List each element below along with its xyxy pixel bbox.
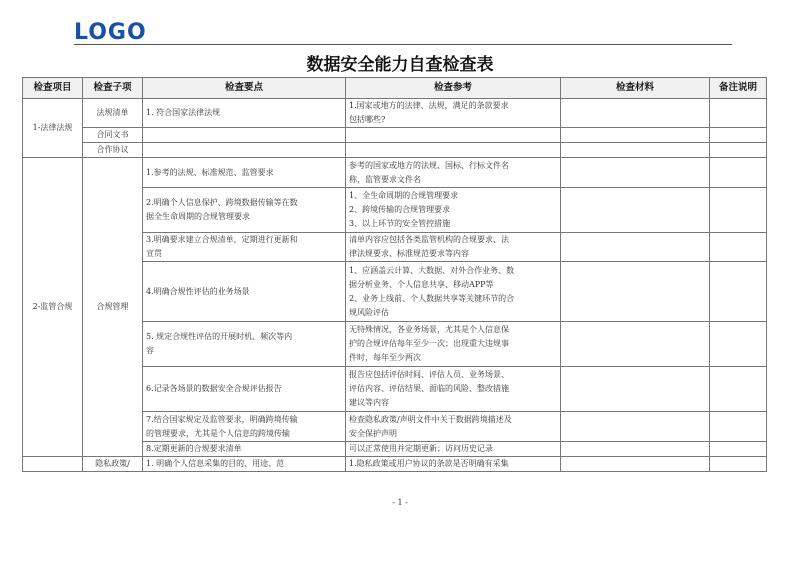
header-sub-item: 检查子项 — [83, 78, 143, 99]
header-rule — [74, 44, 732, 45]
material-cell[interactable] — [561, 143, 710, 158]
material-cell[interactable] — [561, 158, 710, 188]
note-cell[interactable] — [710, 322, 767, 367]
note-cell[interactable] — [710, 99, 767, 128]
category-cell — [23, 457, 83, 472]
table-row — [23, 158, 767, 188]
header-note: 备注说明 — [710, 78, 767, 99]
point-cell: 8.定期更新的合规要求清单 — [143, 442, 346, 457]
table-row — [23, 457, 767, 472]
checklist-table — [22, 77, 767, 472]
point-cell: 6.记录各场景的数据安全合规评估报告 — [143, 367, 346, 412]
note-cell[interactable] — [710, 367, 767, 412]
reference-cell: 1.国家或地方的法律、法规，满足的条款要求 包括哪些? — [346, 99, 561, 128]
sub-item-cell: 合同文书 — [83, 128, 143, 143]
point-cell — [143, 143, 346, 158]
note-cell[interactable] — [710, 442, 767, 457]
reference-cell: 报告应包括评估时间、评估人员、业务场景、 评估内容、评估结果、面临的风险、整改措施 建议等内容 — [346, 367, 561, 412]
material-cell[interactable] — [561, 412, 710, 442]
reference-cell — [346, 143, 561, 158]
category-legal: 1-法律法规 — [23, 99, 83, 158]
note-cell[interactable] — [710, 262, 767, 322]
material-cell[interactable] — [561, 262, 710, 322]
header-reference: 检查参考 — [346, 78, 561, 99]
header-material: 检查材料 — [561, 78, 710, 99]
reference-cell: 检查隐私政策/声明文件中关于数据跨境描述及 安全保护声明 — [346, 412, 561, 442]
category-regulatory: 2-监管合规 — [23, 158, 83, 457]
point-cell: 3.明确要求建立合规清单，定期进行更新和 宣贯 — [143, 233, 346, 262]
reference-cell: 1.隐私政策或用户协议的条款是否明确有采集 — [346, 457, 561, 472]
page-title: 数据安全能力自查检查表 — [306, 55, 494, 75]
note-cell[interactable] — [710, 412, 767, 442]
reference-cell: 无特殊情况，各业务场景，尤其是个人信息保 护的合规评估每年至少一次；出现重大违规事 件时，每年至少两次 — [346, 322, 561, 367]
point-cell: 5. 规定合规性评估的开展时机、频次等内 容 — [143, 322, 346, 367]
logo: LOGO — [74, 20, 147, 45]
reference-cell: 参考的国家或地方的法规、国标、行标文件名 称，监管要求文件名 — [346, 158, 561, 188]
note-cell[interactable] — [710, 457, 767, 472]
sub-item-cell: 法规清单 — [83, 99, 143, 128]
point-cell: 1. 明确个人信息采集的目的、用途、范 — [143, 457, 346, 472]
table-row — [23, 99, 767, 128]
note-cell[interactable] — [710, 143, 767, 158]
note-cell[interactable] — [710, 128, 767, 143]
table-header-row — [23, 78, 767, 99]
point-cell: 7.结合国家规定及监管要求，明确跨境传输 的管理要求，尤其是个人信息的跨境传输 — [143, 412, 346, 442]
material-cell[interactable] — [561, 457, 710, 472]
sub-item-cell: 合作协议 — [83, 143, 143, 158]
header-point: 检查要点 — [143, 78, 346, 99]
reference-cell — [346, 128, 561, 143]
reference-cell: 1、全生命周期的合规管理要求 2、跨境传输的合规管理要求 3、以上环节的安全管控措施 — [346, 188, 561, 233]
material-cell[interactable] — [561, 233, 710, 262]
table-row — [23, 128, 767, 143]
point-cell: 1. 符合国家法律法规 — [143, 99, 346, 128]
point-cell: 1.参考的法规、标准规范、监管要求 — [143, 158, 346, 188]
material-cell[interactable] — [561, 99, 710, 128]
point-cell: 4.明确合规性评估的业务场景 — [143, 262, 346, 322]
material-cell[interactable] — [561, 442, 710, 457]
material-cell[interactable] — [561, 322, 710, 367]
material-cell[interactable] — [561, 128, 710, 143]
reference-cell: 可以正常使用并定期更新；访问历史记录 — [346, 442, 561, 457]
note-cell[interactable] — [710, 158, 767, 188]
page-number: - 1 - — [392, 498, 408, 507]
point-cell — [143, 128, 346, 143]
table-row — [23, 143, 767, 158]
reference-cell: 1、应涵盖云计算、大数据、对外合作业务、数 据分析业务、个人信息共享、移动APP等 2、业务上线前、个人数据共享等关键环节的合 规风险评估 — [346, 262, 561, 322]
reference-cell: 清单内容应包括各类监管机构的合规要求、法 律法规要求、标准规范要求等内容 — [346, 233, 561, 262]
sub-item-cell: 合规管理 — [83, 158, 143, 457]
material-cell[interactable] — [561, 188, 710, 233]
note-cell[interactable] — [710, 188, 767, 233]
material-cell[interactable] — [561, 367, 710, 412]
sub-item-cell: 隐私政策/ — [83, 457, 143, 472]
note-cell[interactable] — [710, 233, 767, 262]
point-cell: 2.明确个人信息保护、跨境数据传输等在数 据全生命周期的合规管理要求 — [143, 188, 346, 233]
header-item: 检查项目 — [23, 78, 83, 99]
